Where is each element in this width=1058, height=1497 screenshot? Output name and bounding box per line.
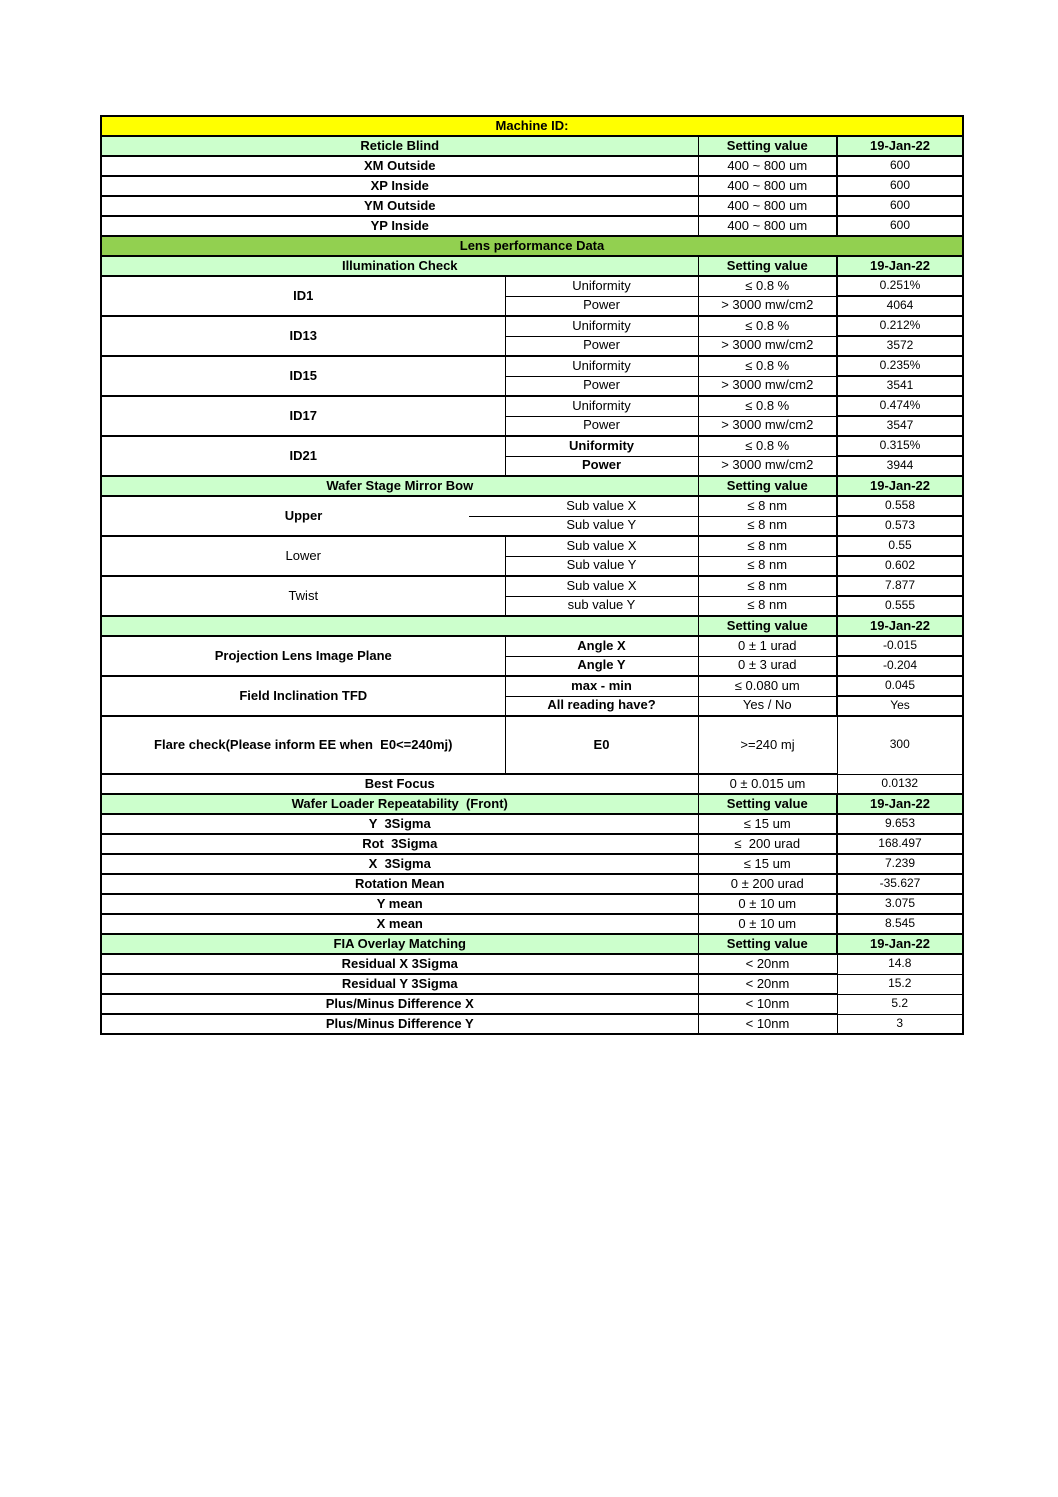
section-header-fia-overlay bbox=[101, 934, 963, 954]
row-residual-y bbox=[101, 974, 963, 994]
value-cell: 0.212% bbox=[837, 316, 963, 336]
row-rotation-mean bbox=[101, 874, 963, 894]
row-label: Flare check(Please inform EE when E0<=240mj) bbox=[101, 716, 505, 774]
value-cell: 14.8 bbox=[837, 954, 963, 974]
setting-cell: ≤ 0.8 % bbox=[698, 436, 837, 456]
col-header-setting-value: Setting value bbox=[698, 476, 837, 496]
section-header-plane bbox=[101, 616, 963, 636]
setting-cell: ≤ 8 nm bbox=[698, 576, 837, 596]
section-header-mirror-bow bbox=[101, 476, 963, 496]
section-title: Reticle Blind bbox=[101, 136, 698, 156]
param-cell: Power bbox=[505, 416, 698, 436]
setting-cell: 0 ± 10 um bbox=[698, 914, 837, 934]
setting-cell: 0 ± 200 urad bbox=[698, 874, 837, 894]
row-twist-sub-x bbox=[101, 576, 963, 596]
row-label: YP Inside bbox=[101, 216, 698, 236]
param-cell: max - min bbox=[505, 676, 698, 696]
setting-cell: ≤ 0.080 um bbox=[698, 676, 837, 696]
value-cell: 0.315% bbox=[837, 436, 963, 456]
param-cell: Uniformity bbox=[505, 436, 698, 456]
row-id1-uniformity bbox=[101, 276, 963, 296]
group-label-id21: ID21 bbox=[101, 436, 505, 476]
col-header-date: 19-Jan-22 bbox=[837, 934, 963, 954]
empty-cell bbox=[101, 616, 698, 636]
setting-cell: ≤ 0.8 % bbox=[698, 276, 837, 296]
value-cell: 0.602 bbox=[837, 556, 963, 576]
row-ym-outside bbox=[101, 196, 963, 216]
section-header-reticle-blind bbox=[101, 136, 963, 156]
row-lower-sub-x bbox=[101, 536, 963, 556]
value-cell: 7.239 bbox=[837, 854, 963, 874]
section-title: Illumination Check bbox=[101, 256, 698, 276]
setting-cell: ≤ 15 um bbox=[698, 814, 837, 834]
param-cell: Power bbox=[505, 336, 698, 356]
section-title: Wafer Stage Mirror Bow bbox=[101, 476, 698, 496]
value-cell: 3944 bbox=[837, 456, 963, 476]
setting-cell: ≤ 8 nm bbox=[698, 556, 837, 576]
param-cell: Power bbox=[505, 456, 698, 476]
setting-cell: ≤ 8 nm bbox=[698, 496, 837, 516]
param-cell: sub value Y bbox=[505, 596, 698, 616]
col-header-date: 19-Jan-22 bbox=[837, 794, 963, 814]
setting-cell: 400 ~ 800 um bbox=[698, 216, 837, 236]
param-cell: Sub value X bbox=[505, 536, 698, 556]
value-cell: 0.55 bbox=[837, 536, 963, 556]
row-y-3sigma bbox=[101, 814, 963, 834]
col-header-date: 19-Jan-22 bbox=[837, 136, 963, 156]
value-cell: 0.474% bbox=[837, 396, 963, 416]
value-cell: 3572 bbox=[837, 336, 963, 356]
value-cell: 15.2 bbox=[837, 974, 963, 994]
machine-qc-table bbox=[100, 115, 964, 1035]
row-x-3sigma bbox=[101, 854, 963, 874]
setting-cell: ≤ 0.8 % bbox=[698, 356, 837, 376]
setting-cell: < 20nm bbox=[698, 954, 837, 974]
setting-cell: ≤ 0.8 % bbox=[698, 316, 837, 336]
param-cell: Power bbox=[505, 376, 698, 396]
setting-cell: > 3000 mw/cm2 bbox=[698, 456, 837, 476]
setting-cell: ≤ 8 nm bbox=[698, 536, 837, 556]
setting-cell: < 10nm bbox=[698, 1014, 837, 1034]
value-cell: 600 bbox=[837, 156, 963, 176]
value-cell: 5.2 bbox=[837, 994, 963, 1014]
value-cell: 0.235% bbox=[837, 356, 963, 376]
setting-cell: ≤ 15 um bbox=[698, 854, 837, 874]
setting-cell: ≤ 0.8 % bbox=[698, 396, 837, 416]
row-label: Plus/Minus Difference Y bbox=[101, 1014, 698, 1034]
param-cell: All reading have? bbox=[505, 696, 698, 716]
row-label: Y mean bbox=[101, 894, 698, 914]
lens-performance-banner bbox=[101, 236, 963, 256]
machine-id-row bbox=[101, 116, 963, 136]
setting-cell: >=240 mj bbox=[698, 716, 837, 774]
row-best-focus bbox=[101, 774, 963, 794]
row-label: Residual X 3Sigma bbox=[101, 954, 698, 974]
row-label: YM Outside bbox=[101, 196, 698, 216]
row-yp-inside bbox=[101, 216, 963, 236]
group-label-lower: Lower bbox=[101, 536, 505, 576]
setting-cell: > 3000 mw/cm2 bbox=[698, 376, 837, 396]
col-header-setting-value: Setting value bbox=[698, 934, 837, 954]
col-header-setting-value: Setting value bbox=[698, 616, 837, 636]
setting-cell: 400 ~ 800 um bbox=[698, 156, 837, 176]
param-cell: Sub value Y bbox=[505, 516, 698, 536]
border-extension bbox=[469, 516, 505, 517]
value-cell: 3541 bbox=[837, 376, 963, 396]
row-flare-check bbox=[101, 716, 963, 774]
section-header-illumination-check bbox=[101, 256, 963, 276]
value-cell: 168.497 bbox=[837, 834, 963, 854]
group-label-id1: ID1 bbox=[101, 276, 505, 316]
value-cell: 9.653 bbox=[837, 814, 963, 834]
row-xm-outside bbox=[101, 156, 963, 176]
row-id13-uniformity bbox=[101, 316, 963, 336]
value-cell: 600 bbox=[837, 216, 963, 236]
setting-cell: < 10nm bbox=[698, 994, 837, 1014]
section-title: FIA Overlay Matching bbox=[101, 934, 698, 954]
row-label: Best Focus bbox=[101, 774, 698, 794]
param-cell: Sub value Y bbox=[505, 556, 698, 576]
value-cell: 8.545 bbox=[837, 914, 963, 934]
value-cell: 0.251% bbox=[837, 276, 963, 296]
value-cell: 0.555 bbox=[837, 596, 963, 616]
setting-cell: ≤ 8 nm bbox=[698, 596, 837, 616]
row-label: X mean bbox=[101, 914, 698, 934]
value-cell: -35.627 bbox=[837, 874, 963, 894]
row-max-min bbox=[101, 676, 963, 696]
value-cell: 0.573 bbox=[837, 516, 963, 536]
col-header-setting-value: Setting value bbox=[698, 136, 837, 156]
row-label: Y 3Sigma bbox=[101, 814, 698, 834]
row-residual-x bbox=[101, 954, 963, 974]
param-cell bbox=[505, 496, 698, 516]
param-cell: Sub value X bbox=[505, 576, 698, 596]
setting-cell: ≤ 200 urad bbox=[698, 834, 837, 854]
value-cell: -0.204 bbox=[837, 656, 963, 676]
setting-cell: Yes / No bbox=[698, 696, 837, 716]
row-id17-uniformity bbox=[101, 396, 963, 416]
setting-cell: ≤ 8 nm bbox=[698, 516, 837, 536]
row-label: Rotation Mean bbox=[101, 874, 698, 894]
col-header-date: 19-Jan-22 bbox=[837, 256, 963, 276]
section-header-wafer-loader bbox=[101, 794, 963, 814]
group-label-id15: ID15 bbox=[101, 356, 505, 396]
setting-cell: > 3000 mw/cm2 bbox=[698, 296, 837, 316]
row-label: XM Outside bbox=[101, 156, 698, 176]
setting-cell: > 3000 mw/cm2 bbox=[698, 336, 837, 356]
section-title: Wafer Loader Repeatability (Front) bbox=[101, 794, 698, 814]
value-cell: 3.075 bbox=[837, 894, 963, 914]
group-label-upper: Upper bbox=[101, 496, 505, 536]
setting-cell: 400 ~ 800 um bbox=[698, 176, 837, 196]
value-cell: 0.045 bbox=[837, 676, 963, 696]
value-cell: 7.877 bbox=[837, 576, 963, 596]
row-id21-uniformity bbox=[101, 436, 963, 456]
param-cell: Uniformity bbox=[505, 396, 698, 416]
value-cell: 0.558 bbox=[837, 496, 963, 516]
group-label-field-inclination: Field Inclination TFD bbox=[101, 676, 505, 716]
row-label: Plus/Minus Difference X bbox=[101, 994, 698, 1014]
col-header-date: 19-Jan-22 bbox=[837, 476, 963, 496]
col-header-date: 19-Jan-22 bbox=[837, 616, 963, 636]
value-cell: 0.0132 bbox=[837, 774, 963, 794]
param-text: Sub value X bbox=[566, 497, 637, 513]
row-plusminus-y bbox=[101, 1014, 963, 1034]
value-cell: Yes bbox=[837, 696, 963, 716]
row-id15-uniformity bbox=[101, 356, 963, 376]
group-label-twist: Twist bbox=[101, 576, 505, 616]
row-angle-x bbox=[101, 636, 963, 656]
banner-label: Lens performance Data bbox=[101, 236, 963, 256]
param-cell: Uniformity bbox=[505, 316, 698, 336]
row-label: XP Inside bbox=[101, 176, 698, 196]
row-plusminus-x bbox=[101, 994, 963, 1014]
value-cell: 600 bbox=[837, 196, 963, 216]
group-label-id17: ID17 bbox=[101, 396, 505, 436]
value-cell: 300 bbox=[837, 716, 963, 774]
value-cell: -0.015 bbox=[837, 636, 963, 656]
machine-id-banner: Machine ID: bbox=[101, 116, 963, 136]
value-cell: 3 bbox=[837, 1014, 963, 1034]
row-upper-sub-x bbox=[101, 496, 963, 516]
param-cell: Angle Y bbox=[505, 656, 698, 676]
group-label-projection-lens: Projection Lens Image Plane bbox=[101, 636, 505, 676]
param-cell: Uniformity bbox=[505, 276, 698, 296]
row-x-mean bbox=[101, 914, 963, 934]
setting-cell: > 3000 mw/cm2 bbox=[698, 416, 837, 436]
param-cell: E0 bbox=[505, 716, 698, 774]
row-y-mean bbox=[101, 894, 963, 914]
setting-cell: 0 ± 1 urad bbox=[698, 636, 837, 656]
setting-cell: 400 ~ 800 um bbox=[698, 196, 837, 216]
col-header-setting-value: Setting value bbox=[698, 256, 837, 276]
row-label: Residual Y 3Sigma bbox=[101, 974, 698, 994]
param-cell: Uniformity bbox=[505, 356, 698, 376]
setting-cell: < 20nm bbox=[698, 974, 837, 994]
value-cell: 4064 bbox=[837, 296, 963, 316]
row-label: Rot 3Sigma bbox=[101, 834, 698, 854]
setting-cell: 0 ± 10 um bbox=[698, 894, 837, 914]
value-cell: 600 bbox=[837, 176, 963, 196]
row-label: X 3Sigma bbox=[101, 854, 698, 874]
setting-cell: 0 ± 3 urad bbox=[698, 656, 837, 676]
row-xp-inside bbox=[101, 176, 963, 196]
param-cell: Power bbox=[505, 296, 698, 316]
value-cell: 3547 bbox=[837, 416, 963, 436]
group-label-id13: ID13 bbox=[101, 316, 505, 356]
col-header-setting-value: Setting value bbox=[698, 794, 837, 814]
setting-cell: 0 ± 0.015 um bbox=[698, 774, 837, 794]
row-rot-3sigma bbox=[101, 834, 963, 854]
param-cell: Angle X bbox=[505, 636, 698, 656]
qc-report-sheet bbox=[100, 115, 964, 1035]
